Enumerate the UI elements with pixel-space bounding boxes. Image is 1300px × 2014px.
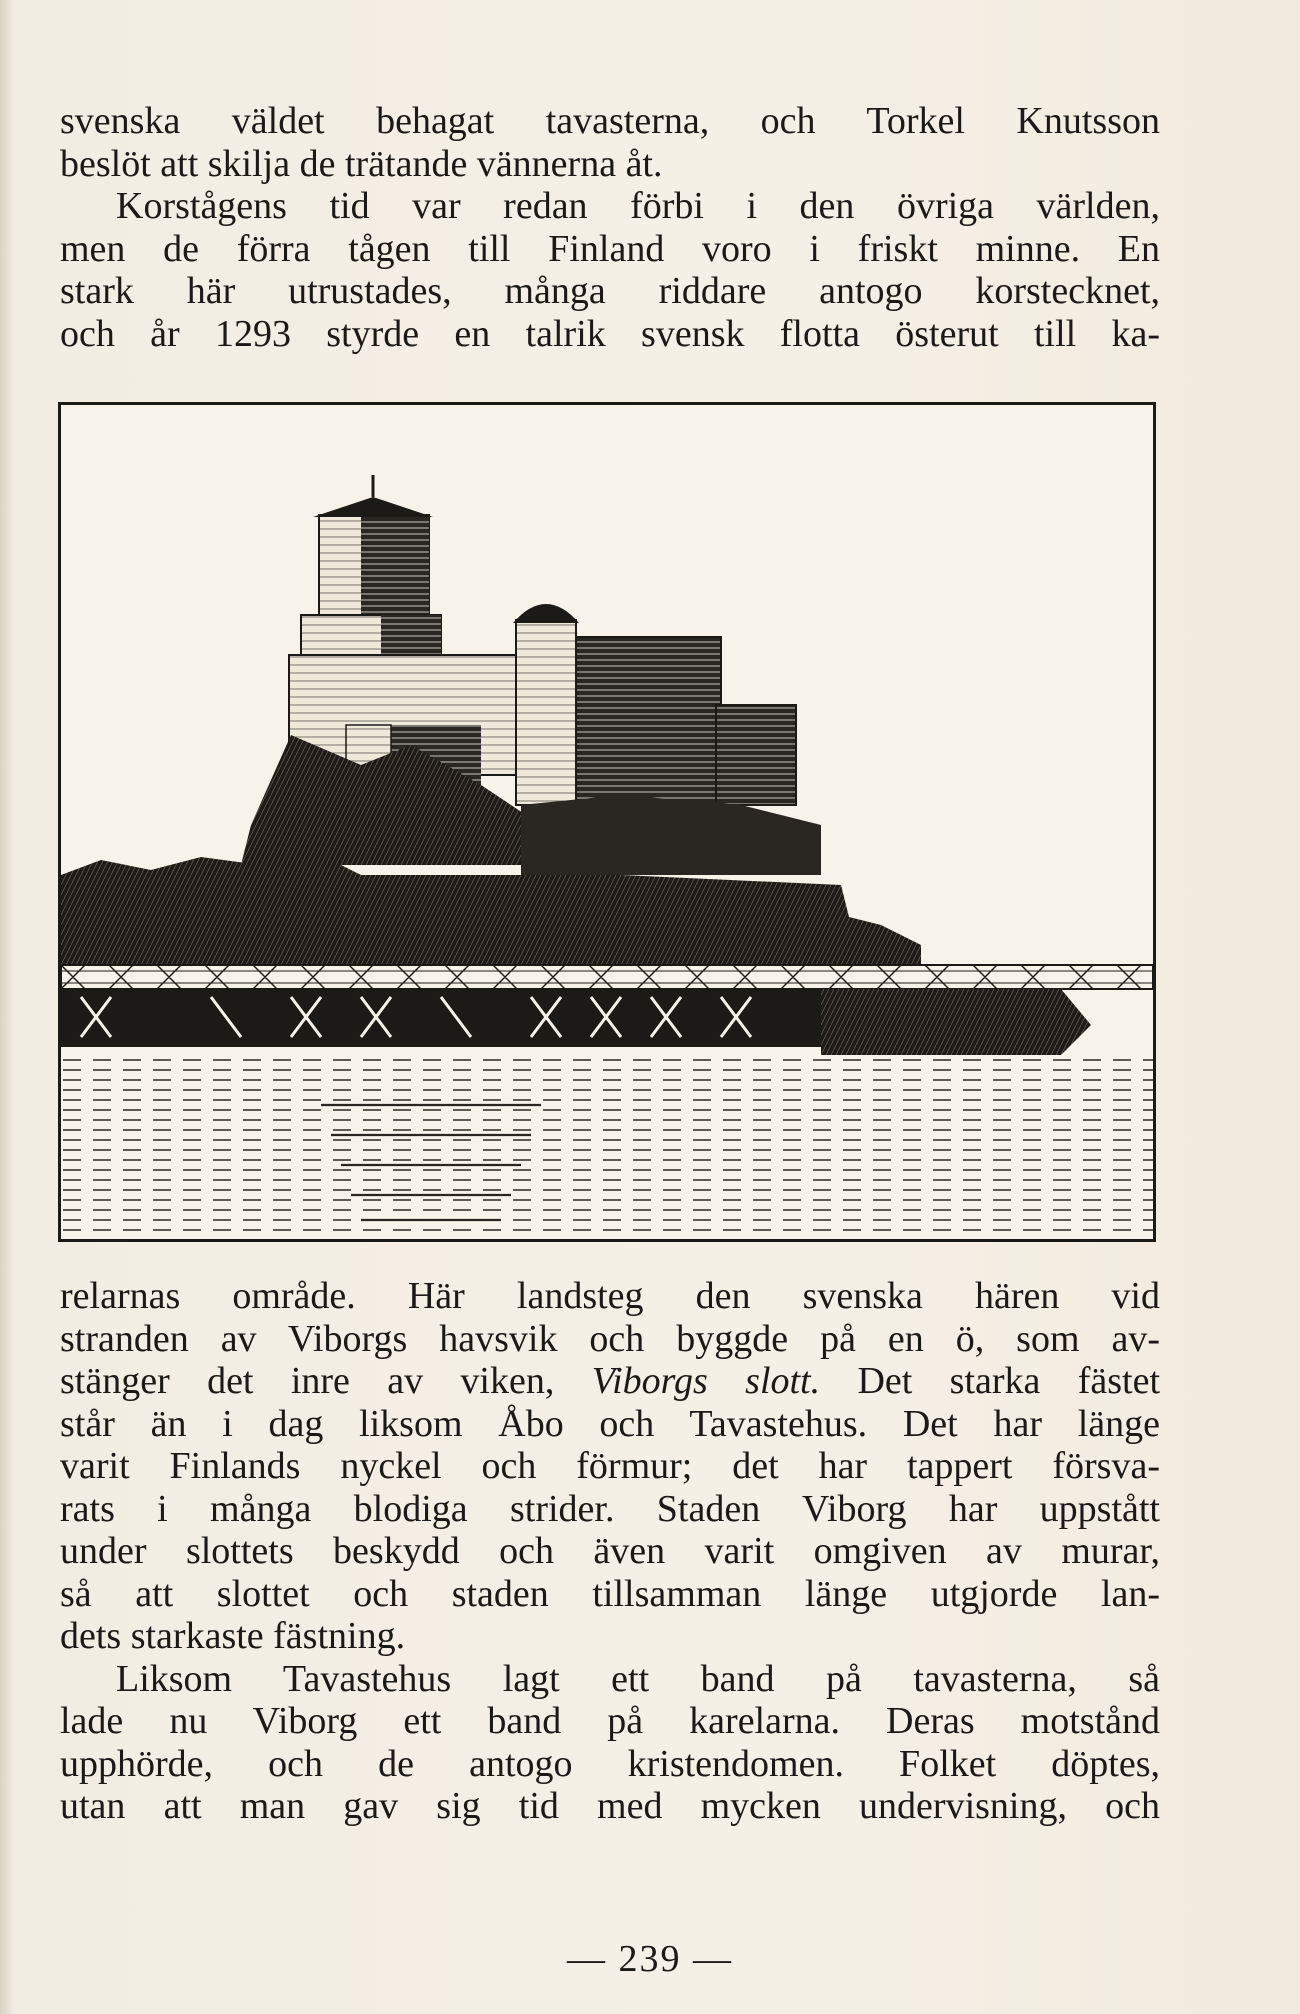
castle-illustration [58,402,1156,1242]
text-line: upphörde, och de antogo kristendomen. Folket döptes, [60,1742,1160,1785]
text-line: dets starkaste fästning. [60,1615,406,1657]
text-line: svenska väldet behagat tavasterna, och Torkel Knutsson [60,100,1160,142]
text-line: Liksom Tavastehus lagt ett band på tavasterna, så [116,1657,1160,1700]
text-line: under slottets beskydd och även varit omgiven av murar, [60,1530,1160,1572]
text-line: rats i många blodiga strider. Staden Viborg har uppstått [60,1487,1160,1530]
text-line: varit Finlands nyckel och förmur; det har tappert försva- [60,1445,1160,1487]
text-line: stranden av Viborgs havsvik och byggde på en ö, som av- [60,1317,1160,1360]
text-line: så att slottet och staden tillsamman länge utgjorde lan- [60,1572,1160,1615]
text-line: lade nu Viborg ett band på karelarna. Deras motstånd [60,1700,1160,1742]
text-line: och år 1293 styrde en talrik svensk flotta österut till ka- [60,312,1160,355]
castle-name-italic: Viborgs slott. [591,1360,821,1402]
text-line: Korstågens tid var redan förbi i den övriga världen, [116,185,1160,227]
castle-drawing [61,405,1153,1239]
text-line: stark här utrustades, många riddare antogo korstecknet, [60,270,1160,312]
top-text-block [60,100,1160,355]
text-line: beslöt att skilja de trätande vännerna åt. [60,142,663,185]
text-segment: Det starka fästet [820,1360,1161,1402]
text-line: utan att man gav sig tid med mycken undervisning, och [60,1785,1160,1827]
page-number: — 239 — [567,1938,733,1980]
text-line: men de förra tågen till Finland voro i friskt minne. En [60,227,1160,270]
bottom-text-block [60,1275,1160,1828]
text-line: står än i dag liksom Åbo och Tavastehus. Det har länge [60,1402,1160,1445]
text-line: relarnas område. Här landsteg den svenska hären vid [60,1275,1160,1317]
text-line [60,1360,1160,1403]
text-segment: stänger det inre av viken, [60,1360,592,1402]
